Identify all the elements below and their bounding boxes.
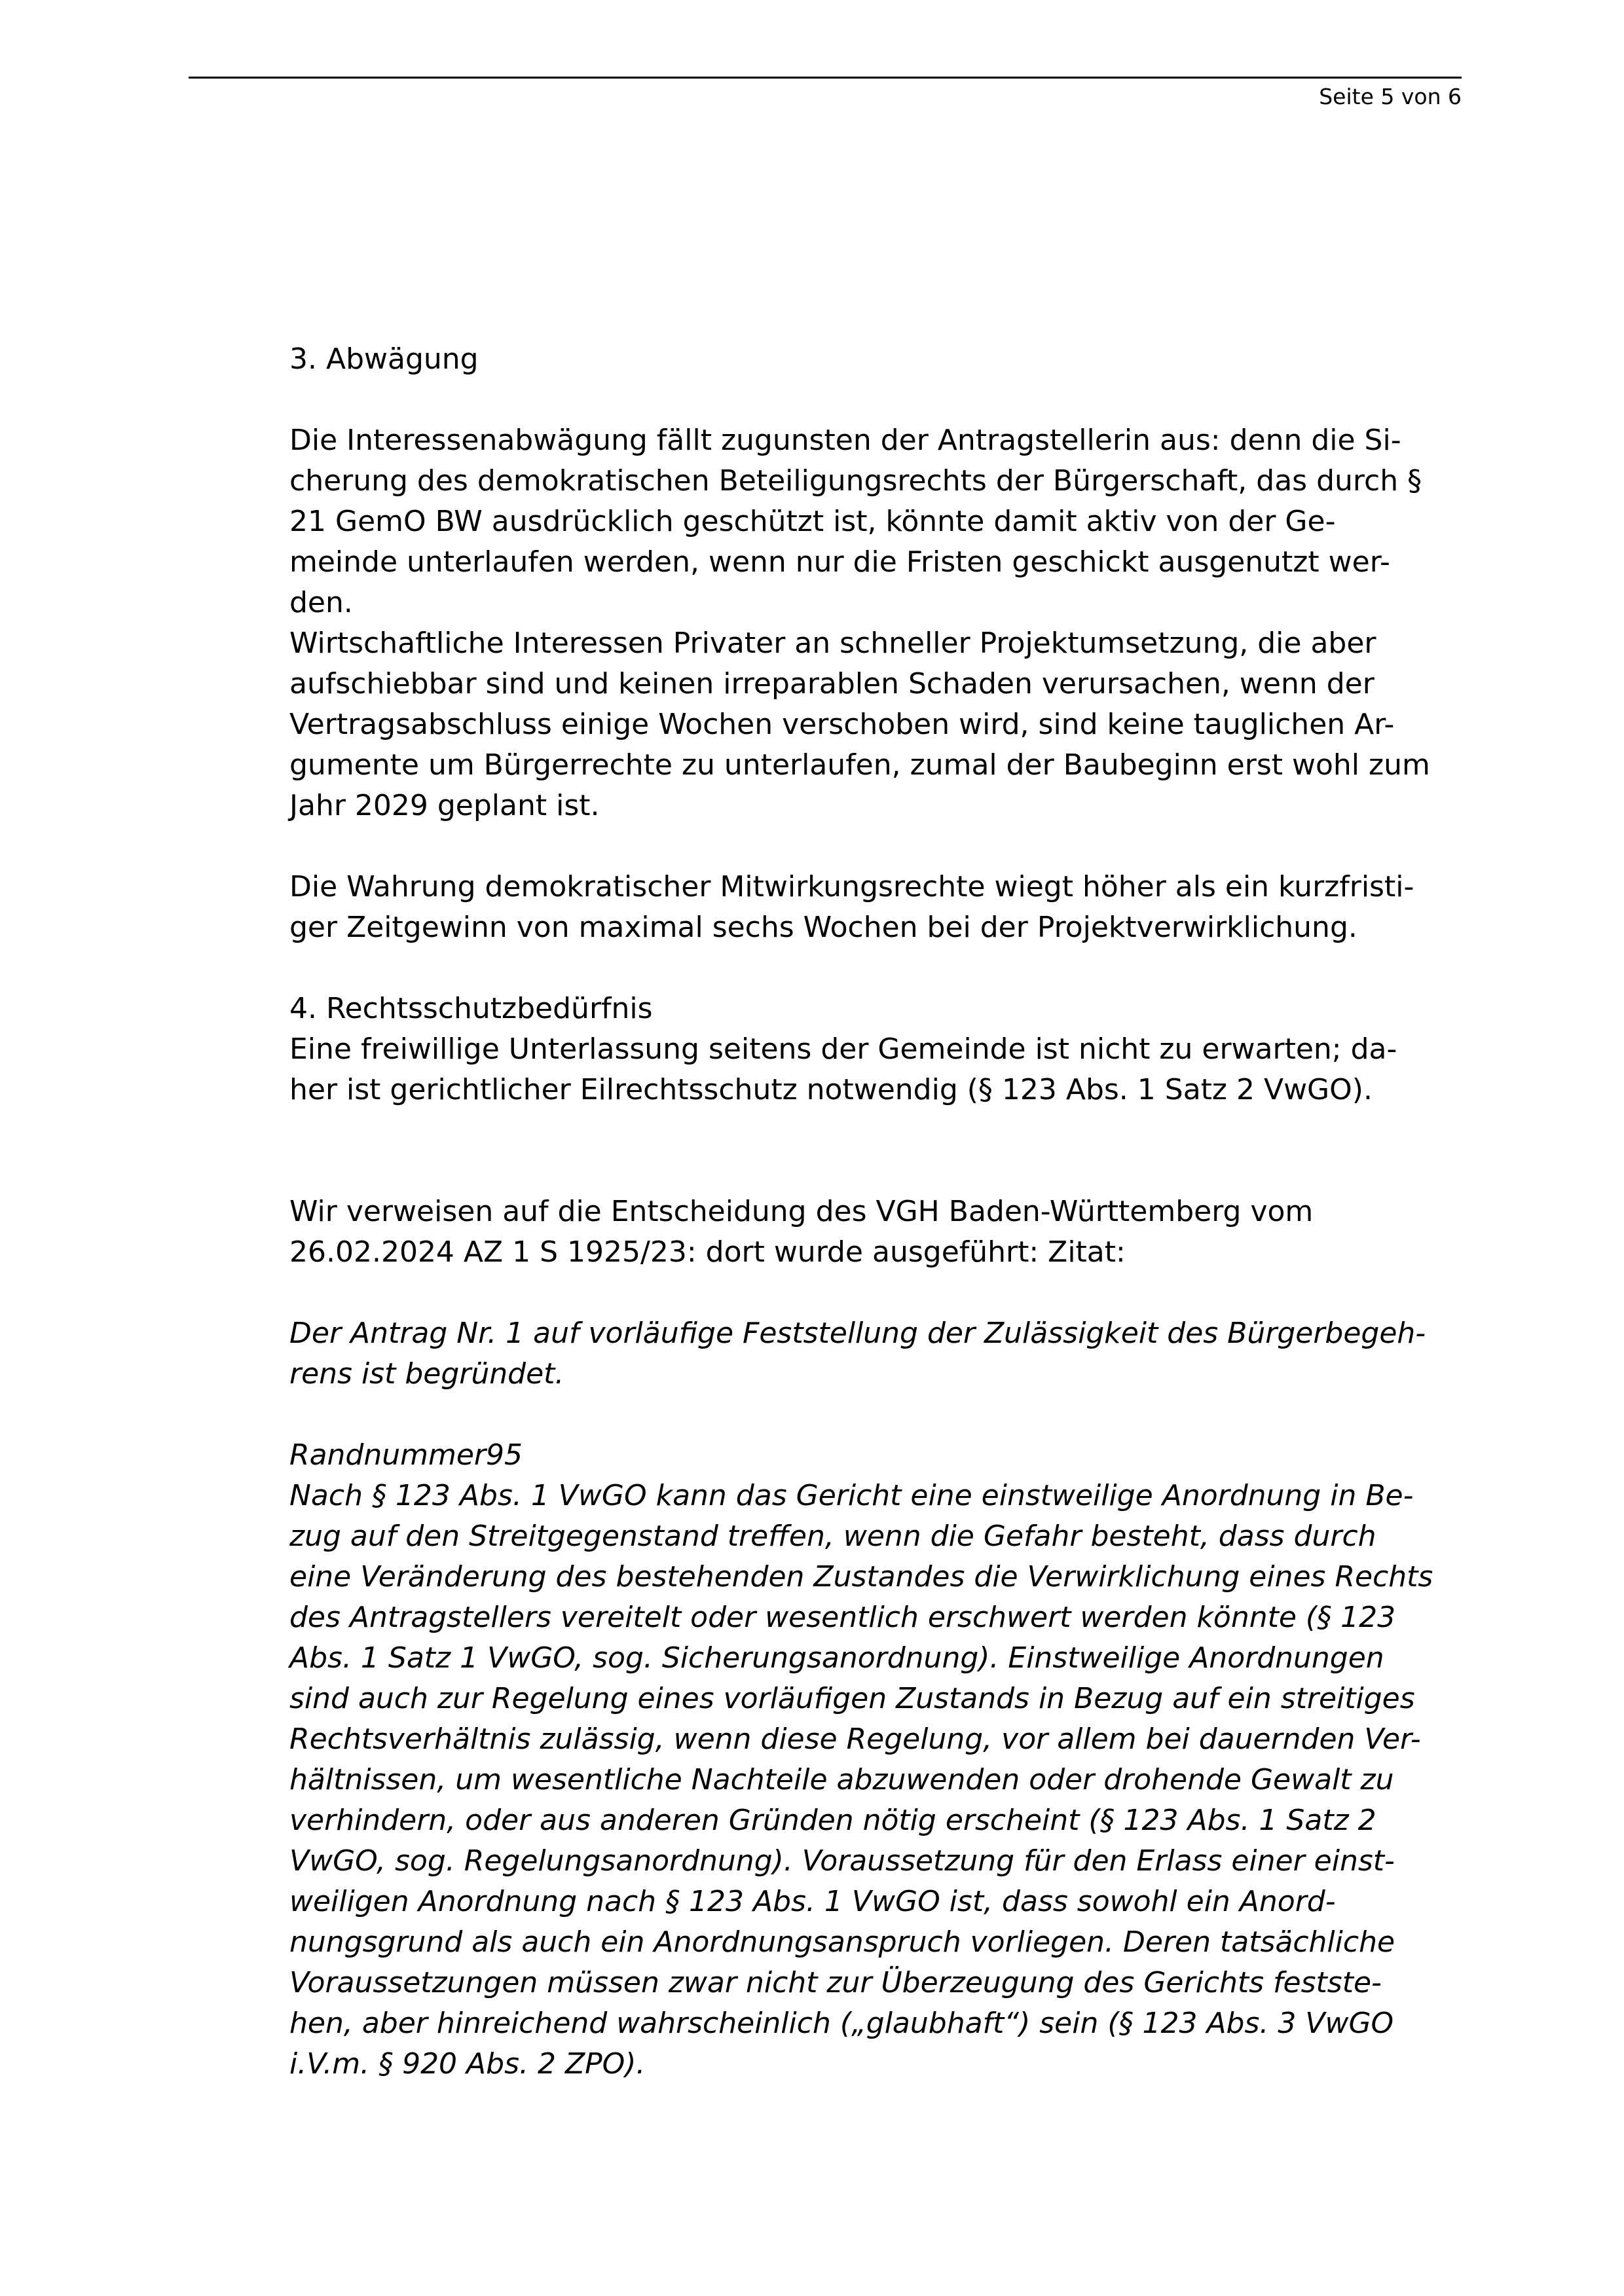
section-3-heading: 3. Abwägung (289, 342, 479, 376)
text-line: gumente um Bürgerrechte zu unterlaufen, zumal der Baubeginn erst wohl zum (289, 748, 1430, 782)
quote-line: VwGO, sog. Regelungsanordnung). Voraussetzung für den Erlass einer einst- (289, 1844, 1395, 1878)
text-line: Die Interessenabwägung fällt zugunsten der Antragstellerin aus: denn die Si- (289, 424, 1401, 457)
text-line: Vertragsabschluss einige Wochen verschoben wird, sind keine tauglichen Ar- (289, 708, 1395, 741)
quote-line: des Antragstellers vereitelt oder wesentlich erschwert werden könnte (§ 123 (289, 1601, 1396, 1634)
text-line: Eine freiwillige Unterlassung seitens der Gemeinde ist nicht zu erwarten; da- (289, 1032, 1397, 1066)
quote-line: nungsgrund als auch ein Anordnungsanspruch vorliegen. Deren tatsächliche (289, 1925, 1395, 1959)
text-line: Wirtschaftliche Interessen Privater an schneller Projektumsetzung, die aber (289, 627, 1376, 660)
quote-line: sind auch zur Regelung eines vorläufigen Zustands in Bezug auf ein streitiges (289, 1682, 1415, 1715)
quote-line: zug auf den Streitgegenstand treffen, wenn die Gefahr besteht, dass durch (289, 1520, 1376, 1553)
reference-intro (289, 1192, 1449, 1273)
text-line: den. (289, 586, 353, 619)
quote-line: Abs. 1 Satz 1 VwGO, sog. Sicherungsanordnung). Einstweilige Anordnungen (289, 1641, 1384, 1675)
quote-line: Rechtsverhältnis zulässig, wenn diese Regelung, vor allem bei dauernden Ver- (289, 1722, 1421, 1756)
text-line: meinde unterlaufen werden, wenn nur die Fristen geschickt ausgenutzt wer- (289, 545, 1390, 579)
paragraph-gap (289, 826, 1449, 867)
quote-line: weiligen Anordnung nach § 123 Abs. 1 VwGO ist, dass sowohl ein Anord- (289, 1885, 1336, 1918)
quote-line: Voraussetzungen müssen zwar nicht zur Überzeugung des Gerichts festste- (289, 1966, 1382, 1999)
paragraph-gap (289, 1394, 1449, 1435)
text-line: 21 GemO BW ausdrücklich geschützt ist, könnte damit aktiv von der Ge- (289, 505, 1336, 538)
quote-line: rens ist begründet. (289, 1357, 564, 1391)
text-line: cherung des demokratischen Beteiligungsrechts der Bürgerschaft, das durch § (289, 464, 1422, 498)
text-line: aufschiebbar sind und keinen irreparablen Schaden verursachen, wenn der (289, 667, 1375, 701)
paragraph-gap (289, 1110, 1449, 1151)
quote-line: eine Veränderung des bestehenden Zustandes die Verwirklichung eines Rechts (289, 1560, 1433, 1594)
quote-line: i.V.m. § 920 Abs. 2 ZPO). (289, 2047, 646, 2081)
section-4-paragraph (289, 1029, 1449, 1110)
section-3-paragraph-2 (289, 867, 1449, 948)
section-4-heading: 4. Rechtsschutzbedürfnis (289, 992, 653, 1025)
quote-paragraph-2 (289, 1476, 1449, 2085)
marginal-number: Randnummer95 (289, 1438, 523, 1472)
paragraph-gap (289, 1273, 1449, 1313)
text-line: ger Zeitgewinn von maximal sechs Wochen bei der Projektverwirklichung. (289, 911, 1357, 944)
document-body (289, 339, 1449, 2085)
quote-line: hen, aber hinreichend wahrscheinlich („glaubhaft“) sein (§ 123 Abs. 3 VwGO (289, 2007, 1394, 2040)
paragraph-gap (289, 380, 1449, 420)
quote-line: Der Antrag Nr. 1 auf vorläufige Feststellung der Zulässigkeit des Bürgerbegeh- (289, 1317, 1426, 1350)
paragraph-gap (289, 948, 1449, 989)
quote-paragraph-1 (289, 1313, 1449, 1394)
quote-line: hältnissen, um wesentliche Nachteile abzuwenden oder drohende Gewalt zu (289, 1763, 1394, 1796)
text-line: her ist gerichtlicher Eilrechtsschutz notwendig (§ 123 Abs. 1 Satz 2 VwGO). (289, 1073, 1373, 1106)
text-line: Wir verweisen auf die Entscheidung des VGH Baden-Württemberg vom (289, 1195, 1314, 1228)
header-rule (189, 77, 1462, 79)
quote-line: Nach § 123 Abs. 1 VwGO kann das Gericht eine einstweilige Anordnung in Be- (289, 1479, 1414, 1512)
quote-line: verhindern, oder aus anderen Gründen nötig erscheint (§ 123 Abs. 1 Satz 2 (289, 1804, 1376, 1837)
page-number: Seite 5 von 6 (1319, 84, 1462, 109)
section-3-paragraph-1 (289, 420, 1449, 826)
text-line: Die Wahrung demokratischer Mitwirkungsrechte wiegt höher als ein kurzfristi- (289, 870, 1414, 903)
text-line: 26.02.2024 AZ 1 S 1925/23: dort wurde ausgeführt: Zitat: (289, 1235, 1126, 1269)
text-line: Jahr 2029 geplant ist. (289, 789, 600, 822)
paragraph-gap (289, 1151, 1449, 1192)
